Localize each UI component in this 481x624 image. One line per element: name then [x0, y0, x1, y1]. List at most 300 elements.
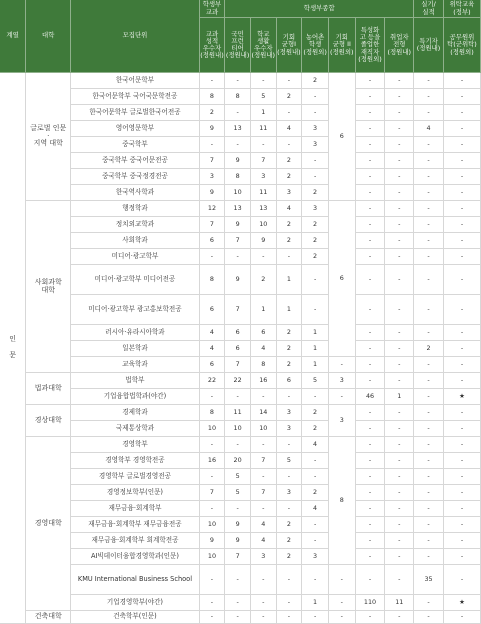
value-cell: - [443, 325, 480, 341]
value-cell: - [414, 389, 444, 405]
table-row [0, 73, 481, 89]
unit-cell: 경영정보학부(인문) [71, 485, 199, 501]
value-cell: - [302, 611, 329, 624]
value-cell: - [414, 233, 444, 249]
value-cell: - [250, 469, 276, 485]
value-cell: - [355, 453, 385, 469]
value-cell: - [199, 501, 225, 517]
value-cell: - [276, 137, 302, 153]
value-cell: 13 [225, 201, 251, 217]
value-cell: - [355, 611, 385, 624]
value-cell: - [199, 469, 225, 485]
table-row [0, 469, 481, 485]
value-cell: 7 [250, 453, 276, 469]
value-cell: - [355, 341, 385, 357]
value-cell: - [302, 265, 329, 295]
value-cell: 2 [276, 325, 302, 341]
header-witak-group: 위탁교육 (정부) [443, 0, 480, 18]
value-cell: - [443, 565, 480, 595]
college-cell: 경영대학 [26, 437, 71, 611]
value-cell: - [199, 73, 225, 89]
unit-cell: 건축학부(인문) [71, 611, 199, 624]
value-cell: 1 [276, 265, 302, 295]
value-cell: - [443, 373, 480, 389]
value-cell: 46 [355, 389, 385, 405]
college-cell: 법과대학 [26, 373, 71, 405]
value-cell: - [443, 549, 480, 565]
value-cell: - [199, 437, 225, 453]
value-cell: - [199, 389, 225, 405]
value-cell: - [443, 137, 480, 153]
value-cell: 3 [276, 405, 302, 421]
value-cell: - [355, 233, 385, 249]
value-cell: 1 [302, 595, 329, 611]
value-cell: 13 [225, 121, 251, 137]
unit-cell: 미디어·광고학부 광고홍보학전공 [71, 295, 199, 325]
header-col: 특기자 (정원내) [414, 18, 444, 73]
value-cell: 9 [199, 533, 225, 549]
table-row [0, 595, 481, 611]
unit-cell: KMU International Business School [71, 565, 199, 595]
value-cell: 4 [276, 201, 302, 217]
table-row [0, 89, 481, 105]
value-cell: 16 [199, 453, 225, 469]
value-cell: - [385, 405, 414, 421]
value-cell: - [385, 105, 414, 121]
unit-cell: 경영학부 [71, 437, 199, 453]
value-cell: 6 [199, 233, 225, 249]
value-cell: - [355, 201, 385, 217]
header-jonghap-group: 학생부종합 [225, 0, 414, 18]
value-cell: - [385, 217, 414, 233]
value-cell: - [385, 121, 414, 137]
unit-cell: 재무금융·회계학부 회계학전공 [71, 533, 199, 549]
table-row [0, 341, 481, 357]
value-cell: - [414, 421, 444, 437]
value-cell: 11 [250, 185, 276, 201]
value-cell: - [385, 89, 414, 105]
table-row [0, 437, 481, 453]
value-cell: - [302, 389, 329, 405]
unit-cell: 미디어·광고학부 미디어전공 [71, 265, 199, 295]
value-cell: - [250, 137, 276, 153]
value-cell: - [355, 265, 385, 295]
value-cell: - [414, 169, 444, 185]
table-row [0, 249, 481, 265]
value-cell: - [250, 565, 276, 595]
value-cell: 2 [276, 153, 302, 169]
value-cell: - [414, 453, 444, 469]
table-row [0, 517, 481, 533]
value-cell: - [225, 501, 251, 517]
table-row [0, 295, 481, 325]
value-cell: - [276, 565, 302, 595]
value-cell: - [276, 73, 302, 89]
table-row [0, 389, 481, 405]
header-gyeyeol: 계열 [0, 0, 26, 73]
value-cell: - [355, 565, 385, 595]
value-cell: 7 [199, 217, 225, 233]
value-cell: - [443, 153, 480, 169]
value-cell: - [385, 501, 414, 517]
unit-cell: 한국역사학과 [71, 185, 199, 201]
value-cell: - [276, 501, 302, 517]
value-cell: 3 [328, 373, 355, 389]
value-cell: 2 [276, 341, 302, 357]
value-cell: - [443, 611, 480, 624]
value-cell: 7 [225, 295, 251, 325]
value-cell: - [443, 485, 480, 501]
value-cell: - [302, 295, 329, 325]
value-cell: - [355, 169, 385, 185]
value-cell: 4 [199, 325, 225, 341]
college-cell: 건축대학 [26, 611, 71, 624]
value-cell: - [414, 517, 444, 533]
value-cell: - [385, 549, 414, 565]
value-cell: 5 [225, 469, 251, 485]
value-cell: - [302, 153, 329, 169]
value-cell: 3 [276, 485, 302, 501]
value-cell: 8 [225, 169, 251, 185]
header-col: 농어촌 학생 (정원외) [302, 18, 329, 73]
value-cell: - [199, 249, 225, 265]
value-cell: - [276, 105, 302, 121]
value-cell: 13 [250, 201, 276, 217]
value-cell: - [385, 265, 414, 295]
value-cell: - [276, 389, 302, 405]
value-cell: 4 [302, 501, 329, 517]
value-cell: 3 [276, 185, 302, 201]
unit-cell: 한국어문학부 국어국문학전공 [71, 89, 199, 105]
value-cell: - [328, 389, 355, 405]
value-cell: 2 [302, 249, 329, 265]
value-cell: - [302, 469, 329, 485]
value-cell: 1 [302, 325, 329, 341]
value-cell: - [355, 217, 385, 233]
value-cell: - [328, 565, 355, 595]
value-cell: - [443, 533, 480, 549]
value-cell: - [414, 325, 444, 341]
header-col: 특성화 고 등을 졸업한 재직자 (정원외) [355, 18, 385, 73]
unit-cell: 경제학과 [71, 405, 199, 421]
value-cell: - [414, 533, 444, 549]
value-cell: - [414, 549, 444, 565]
value-cell: 6 [199, 295, 225, 325]
value-cell: 4 [276, 121, 302, 137]
value-cell: - [355, 357, 385, 373]
value-cell: - [385, 517, 414, 533]
value-cell: 2 [302, 217, 329, 233]
value-cell: - [443, 233, 480, 249]
value-cell: - [225, 437, 251, 453]
unit-cell: 미디어·광고학부 [71, 249, 199, 265]
value-cell: 5 [276, 453, 302, 469]
value-cell: 6 [225, 325, 251, 341]
value-cell: - [385, 533, 414, 549]
value-cell: 9 [225, 153, 251, 169]
value-cell: 10 [250, 421, 276, 437]
table-row [0, 565, 481, 595]
unit-cell: 중국학부 중국정경전공 [71, 169, 199, 185]
value-cell: - [414, 105, 444, 121]
value-cell: - [199, 611, 225, 624]
value-cell: 3 [250, 549, 276, 565]
balance2-merged-cell: 3 [328, 405, 355, 437]
value-cell: 1 [250, 295, 276, 325]
value-cell: - [385, 373, 414, 389]
value-cell: - [443, 265, 480, 295]
value-cell: - [328, 595, 355, 611]
value-cell: - [443, 89, 480, 105]
header-col: 취업자 전형 (정원내) [385, 18, 414, 73]
value-cell: - [443, 421, 480, 437]
unit-cell: 교육학과 [71, 357, 199, 373]
value-cell: - [443, 357, 480, 373]
value-cell: - [414, 89, 444, 105]
gyeyeol-cell: 인 문 [0, 73, 26, 624]
value-cell: - [328, 611, 355, 624]
value-cell: - [355, 73, 385, 89]
value-cell: 1 [302, 357, 329, 373]
value-cell: 4 [250, 341, 276, 357]
value-cell: 2 [276, 217, 302, 233]
value-cell: - [355, 469, 385, 485]
unit-cell: 경영학부 글로벌경영전공 [71, 469, 199, 485]
value-cell: - [385, 185, 414, 201]
value-cell: 2 [276, 517, 302, 533]
value-cell: 2 [302, 405, 329, 421]
value-cell: 3 [276, 421, 302, 437]
value-cell: - [414, 405, 444, 421]
college-cell: 글로벌 인문 · 지역 대학 [26, 73, 71, 201]
value-cell: - [414, 185, 444, 201]
value-cell: - [276, 611, 302, 624]
value-cell: - [250, 73, 276, 89]
header-col: 기회 균형I (정원내) [276, 18, 302, 73]
value-cell: 35 [414, 565, 444, 595]
value-cell: 14 [250, 405, 276, 421]
value-cell: - [225, 595, 251, 611]
unit-cell: 경영학부 경영학전공 [71, 453, 199, 469]
value-cell: 3 [250, 169, 276, 185]
value-cell: - [414, 357, 444, 373]
table-row [0, 121, 481, 137]
value-cell: - [302, 533, 329, 549]
value-cell: 8 [199, 405, 225, 421]
table-row [0, 421, 481, 437]
value-cell: - [414, 373, 444, 389]
value-cell: 110 [355, 595, 385, 611]
value-cell: - [443, 217, 480, 233]
value-cell: - [443, 295, 480, 325]
value-cell: 10 [225, 185, 251, 201]
header-college: 대학 [26, 0, 71, 73]
value-cell: - [414, 249, 444, 265]
value-cell: - [225, 389, 251, 405]
value-cell: - [385, 341, 414, 357]
value-cell: - [414, 137, 444, 153]
value-cell: - [355, 249, 385, 265]
table-row [0, 533, 481, 549]
value-cell: 8 [225, 89, 251, 105]
header-col: 공무원위 탁(군위탁) (정원외) [443, 18, 480, 73]
table-row [0, 405, 481, 421]
value-cell: 2 [276, 549, 302, 565]
value-cell: 3 [302, 201, 329, 217]
value-cell: - [385, 469, 414, 485]
value-cell: - [414, 217, 444, 233]
value-cell: - [414, 611, 444, 624]
unit-cell: 러시아·유라시아학과 [71, 325, 199, 341]
value-cell: - [276, 595, 302, 611]
value-cell: - [443, 453, 480, 469]
value-cell: 6 [225, 341, 251, 357]
value-cell: - [385, 611, 414, 624]
value-cell: - [443, 185, 480, 201]
college-cell: 사회과학 대학 [26, 201, 71, 373]
value-cell: 10 [199, 549, 225, 565]
table-row [0, 373, 481, 389]
value-cell: 2 [276, 169, 302, 185]
value-cell: - [302, 565, 329, 595]
value-cell: - [355, 373, 385, 389]
value-cell: - [414, 153, 444, 169]
value-cell: - [225, 611, 251, 624]
value-cell: - [414, 437, 444, 453]
value-cell: - [250, 389, 276, 405]
header-unit: 모집단위 [71, 0, 199, 73]
value-cell: - [385, 565, 414, 595]
value-cell: 8 [199, 265, 225, 295]
value-cell: ★ [443, 389, 480, 405]
value-cell: 7 [225, 233, 251, 249]
table-row [0, 185, 481, 201]
value-cell: 7 [250, 485, 276, 501]
header-col: 국민 프런 티어 (정원내) [225, 18, 251, 73]
value-cell: - [443, 73, 480, 89]
value-cell: - [199, 565, 225, 595]
value-cell: 9 [225, 517, 251, 533]
unit-cell: 한국어문학부 [71, 73, 199, 89]
balance2-merged-cell: 8 [328, 437, 355, 565]
value-cell: 10 [250, 217, 276, 233]
value-cell: - [225, 249, 251, 265]
value-cell: - [414, 469, 444, 485]
value-cell: 6 [250, 325, 276, 341]
unit-cell: 중국학부 [71, 137, 199, 153]
value-cell: - [443, 249, 480, 265]
value-cell: - [414, 295, 444, 325]
value-cell: - [355, 405, 385, 421]
value-cell: - [225, 105, 251, 121]
table-row [0, 325, 481, 341]
value-cell: - [199, 137, 225, 153]
value-cell: 3 [199, 169, 225, 185]
value-cell: 9 [250, 233, 276, 249]
unit-cell: 한국어문학부 글로벌한국어전공 [71, 105, 199, 121]
value-cell: 8 [250, 357, 276, 373]
value-cell: - [443, 105, 480, 121]
value-cell: - [250, 595, 276, 611]
value-cell: 1 [302, 341, 329, 357]
value-cell: 9 [225, 265, 251, 295]
unit-cell: 사회학과 [71, 233, 199, 249]
header-col: 교과 성적 우수자 (정원내) [199, 18, 225, 73]
value-cell: - [443, 501, 480, 517]
value-cell: 2 [302, 185, 329, 201]
value-cell: - [302, 453, 329, 469]
table-body [0, 73, 481, 624]
header-gyogwa-group: 학생부 교과 [199, 0, 225, 18]
value-cell: - [414, 595, 444, 611]
unit-cell: 기업융합법학과(야간) [71, 389, 199, 405]
value-cell: 9 [225, 217, 251, 233]
value-cell: - [355, 105, 385, 121]
value-cell: 2 [414, 341, 444, 357]
value-cell: 2 [302, 73, 329, 89]
table-row [0, 357, 481, 373]
value-cell: - [276, 469, 302, 485]
value-cell: - [355, 325, 385, 341]
table-row [0, 501, 481, 517]
value-cell: - [355, 121, 385, 137]
value-cell: 9 [225, 533, 251, 549]
value-cell: 5 [250, 89, 276, 105]
value-cell: 4 [250, 517, 276, 533]
table-row [0, 137, 481, 153]
value-cell: - [276, 249, 302, 265]
value-cell: - [199, 595, 225, 611]
value-cell: - [355, 517, 385, 533]
unit-cell: AI빅데이터융합경영학과(인문) [71, 549, 199, 565]
table-row [0, 217, 481, 233]
table-row [0, 453, 481, 469]
value-cell: - [443, 437, 480, 453]
unit-cell: 일본학과 [71, 341, 199, 357]
value-cell: 22 [225, 373, 251, 389]
value-cell: 2 [250, 265, 276, 295]
value-cell: - [302, 517, 329, 533]
value-cell: 2 [276, 357, 302, 373]
value-cell: 16 [250, 373, 276, 389]
value-cell: - [355, 421, 385, 437]
value-cell: - [355, 437, 385, 453]
value-cell: - [225, 73, 251, 89]
value-cell: - [355, 137, 385, 153]
value-cell: - [355, 501, 385, 517]
value-cell: - [385, 421, 414, 437]
college-cell: 경상대학 [26, 405, 71, 437]
value-cell: - [385, 233, 414, 249]
value-cell: 1 [276, 295, 302, 325]
table-row [0, 105, 481, 121]
value-cell: - [385, 201, 414, 217]
value-cell: - [443, 405, 480, 421]
value-cell: 2 [276, 89, 302, 105]
value-cell: - [276, 437, 302, 453]
value-cell: - [355, 485, 385, 501]
value-cell: 9 [199, 121, 225, 137]
header-col: 학교 생활 우수자 (정원내) [250, 18, 276, 73]
value-cell: 10 [199, 517, 225, 533]
value-cell: - [355, 185, 385, 201]
value-cell: 9 [199, 185, 225, 201]
value-cell: - [385, 249, 414, 265]
value-cell: 22 [199, 373, 225, 389]
value-cell: - [250, 249, 276, 265]
value-cell: 2 [302, 485, 329, 501]
value-cell: - [250, 501, 276, 517]
